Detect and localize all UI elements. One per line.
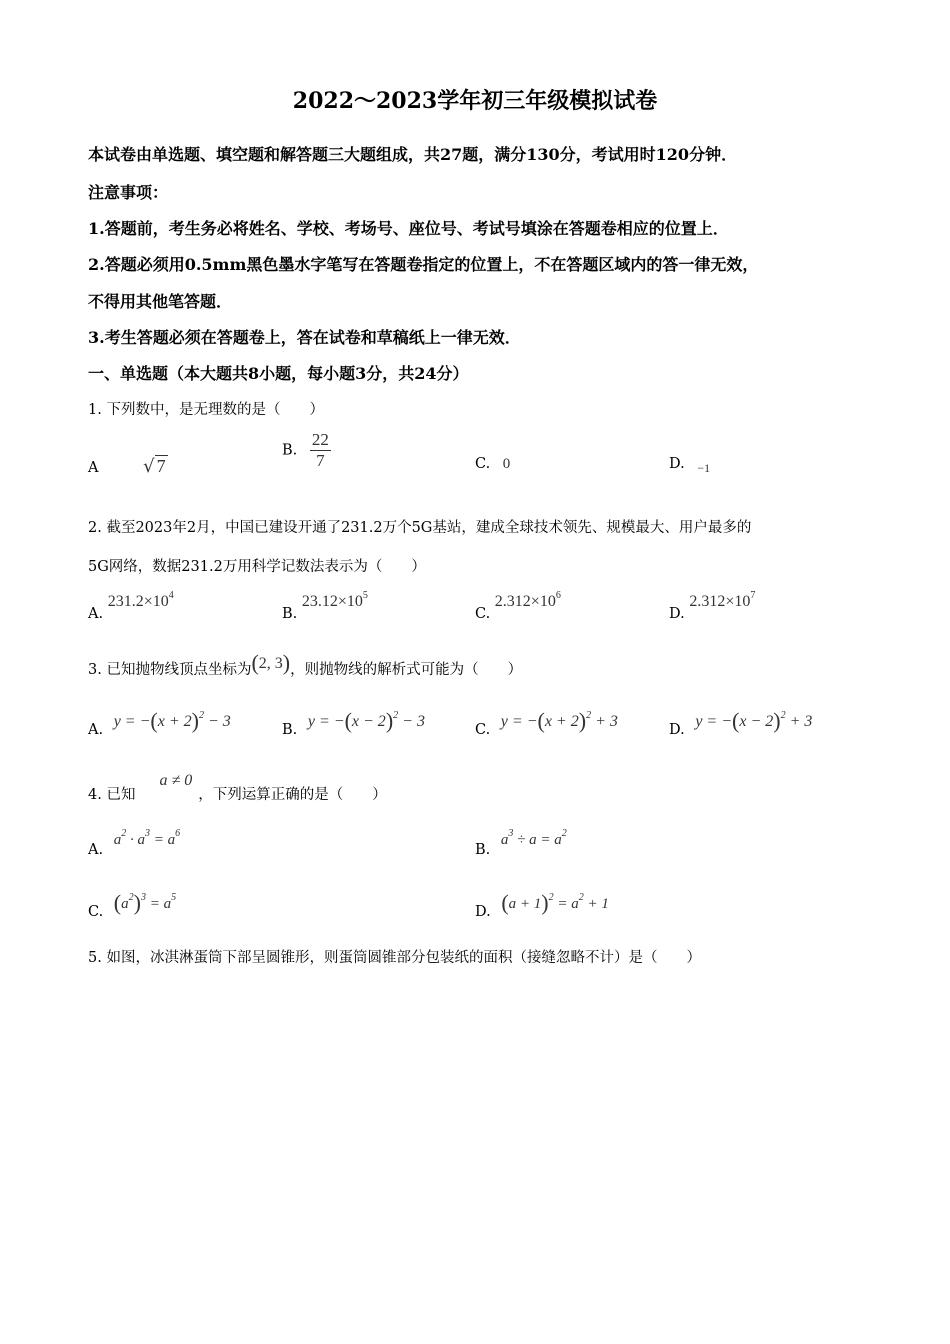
- section-heading: 一、单选题（本大题共8小题，每小题3分，共24分）: [88, 364, 469, 383]
- option-expr: $a^2 \cdot a^3 = a^6$: [113, 828, 181, 848]
- option-label: B.: [475, 842, 491, 858]
- q3-option-c: [475, 708, 618, 738]
- paren-open: (: [150, 708, 158, 733]
- paren-close: ): [385, 708, 394, 733]
- option-expr: 0: [502, 456, 511, 472]
- notice-2: 2.答题必须用0.5mm黑色墨水字笔写在答题卷指定的位置上，不在答题区域内的答一律无效，: [88, 255, 759, 274]
- condition-expr: a ≠ 0: [159, 772, 193, 789]
- question-4-stem: [88, 772, 387, 804]
- expr-exponent: 4: [168, 590, 174, 601]
- notice-3: 3.考生答题必须在答题卷上，答在试卷和草稿纸上一律无效．: [88, 328, 521, 347]
- paren-open: (: [537, 708, 545, 733]
- option-label: A.: [88, 606, 104, 622]
- paren-close: ): [578, 708, 587, 733]
- option-label: D.: [669, 456, 685, 472]
- expr-base: 2.312×10: [494, 593, 556, 610]
- option-expr: $a^3 \div a = a^2$: [500, 828, 567, 848]
- q4-option-a: [88, 828, 180, 858]
- expr-post: − 3: [203, 713, 231, 730]
- option-label: C.: [475, 722, 491, 738]
- expr-pre: y = −: [307, 713, 345, 730]
- option-label: B.: [282, 722, 298, 738]
- q3-option-d: [669, 708, 812, 738]
- option-label: A.: [88, 722, 104, 738]
- expr-base: 23.12×10: [301, 593, 363, 610]
- expr-exponent: 2: [198, 710, 204, 721]
- option-label: C.: [475, 456, 491, 472]
- expr-base: 231.2×10: [107, 593, 169, 610]
- q2-option-b: [282, 590, 368, 622]
- q4-option-c: [88, 890, 176, 920]
- option-label: D.: [475, 904, 491, 920]
- page-title: 2022～2023学年初三年级模拟试卷: [292, 88, 658, 114]
- q4-option-d: [475, 890, 609, 920]
- paren-close: ): [191, 708, 199, 733]
- option-expr: [494, 590, 561, 610]
- option-expr: [689, 590, 756, 610]
- stem-text: ，则抛物线的解析式可能为（ ）: [290, 662, 523, 678]
- numerator: 22: [311, 430, 329, 449]
- q3-option-a: [88, 708, 231, 738]
- question-2-stem-line1: 2. 截至2023年2月，中国已建设开通了231.2万个5G基站，建成全球技术领先、规模最大、用户最多的: [88, 520, 752, 536]
- option-expr: [113, 708, 231, 733]
- stem-text: ，下列运算正确的是（ ）: [198, 787, 387, 803]
- q3-option-b: [282, 708, 425, 738]
- question-1-stem: 1. 下列数中，是无理数的是（ ）: [88, 402, 324, 418]
- expr-post: − 3: [398, 713, 425, 730]
- notice-2-cont: 不得用其他笔答题．: [88, 292, 233, 311]
- q4-option-b: [475, 828, 567, 858]
- q1-option-d: [669, 456, 710, 476]
- paren-open: (: [344, 708, 352, 733]
- expr-pre: y = −: [113, 713, 151, 730]
- option-expr: −1: [697, 461, 711, 475]
- expr-pre: y = −: [695, 713, 733, 730]
- q1-option-c: [475, 456, 510, 473]
- expr-post: + 3: [785, 713, 813, 730]
- notice-1: 1.答题前，考生务必将姓名、学校、考场号、座位号、考试号填涂在答题卷相应的位置上．: [88, 219, 729, 238]
- option-expr: [301, 590, 368, 610]
- option-expr: [307, 708, 425, 733]
- sqrt-expr: √ 7: [143, 456, 166, 477]
- stem-text: 3. 已知抛物线顶点坐标为: [88, 662, 252, 678]
- option-label: C.: [475, 606, 491, 622]
- paren-close: ): [282, 650, 291, 675]
- fraction: [310, 430, 331, 471]
- option-label: C.: [88, 904, 104, 920]
- expr-post: + 3: [591, 713, 618, 730]
- option-expr: [107, 590, 174, 610]
- point-coords: 2, 3: [258, 655, 283, 672]
- option-label: D.: [669, 606, 685, 622]
- q1-option-a: [88, 456, 168, 477]
- expr-exponent: 2: [586, 710, 592, 721]
- paren-open: (: [732, 708, 740, 733]
- expr-exponent: 2: [393, 710, 399, 721]
- option-label: B.: [282, 442, 298, 459]
- q2-option-c: [475, 590, 561, 622]
- q2-option-a: [88, 590, 174, 622]
- question-2-stem-line2: 5G网络，数据231.2万用科学记数法表示为（ ）: [88, 559, 426, 575]
- stem-text: 4. 已知: [88, 787, 136, 803]
- expr-base: 2.312×10: [689, 593, 751, 610]
- option-label: A.: [88, 842, 104, 858]
- paren-close: ): [773, 708, 781, 733]
- option-expr: [695, 708, 813, 733]
- expr-exponent: 5: [362, 590, 368, 601]
- expr-inner: x − 2: [351, 713, 386, 730]
- expr-pre: y = −: [500, 713, 538, 730]
- expr-exponent: 2: [780, 710, 786, 721]
- expr-inner: x + 2: [157, 713, 192, 730]
- expr-exponent: 7: [750, 590, 756, 601]
- denominator: 7: [316, 451, 325, 470]
- q1-option-b: [282, 430, 331, 471]
- option-expr: [500, 708, 618, 733]
- expr-exponent: 6: [555, 590, 561, 601]
- option-label: B.: [282, 606, 298, 622]
- option-expr: $(a^2)^3 = a^5$: [113, 890, 177, 915]
- paren-open: (: [251, 650, 259, 675]
- option-label: A: [88, 460, 99, 476]
- q2-option-d: [669, 590, 755, 622]
- intro-text: 本试卷由单选题、填空题和解答题三大题组成，共27题，满分130分，考试用时120分钟．: [88, 145, 738, 164]
- question-5-stem: 5. 如图，冰淇淋蛋筒下部呈圆锥形，则蛋筒圆锥部分包装纸的面积（接缝忽略不计）是（ ）: [88, 950, 701, 966]
- question-3-stem: [88, 650, 522, 679]
- vertex-point: [251, 650, 291, 675]
- expr-inner: x + 2: [544, 713, 579, 730]
- expr-inner: x − 2: [739, 713, 774, 730]
- radicand: 7: [156, 456, 166, 476]
- option-expr: $(a + 1)^2 = a^2 + 1$: [501, 890, 609, 915]
- option-label: D.: [669, 722, 685, 738]
- notice-heading: 注意事项：: [88, 183, 169, 202]
